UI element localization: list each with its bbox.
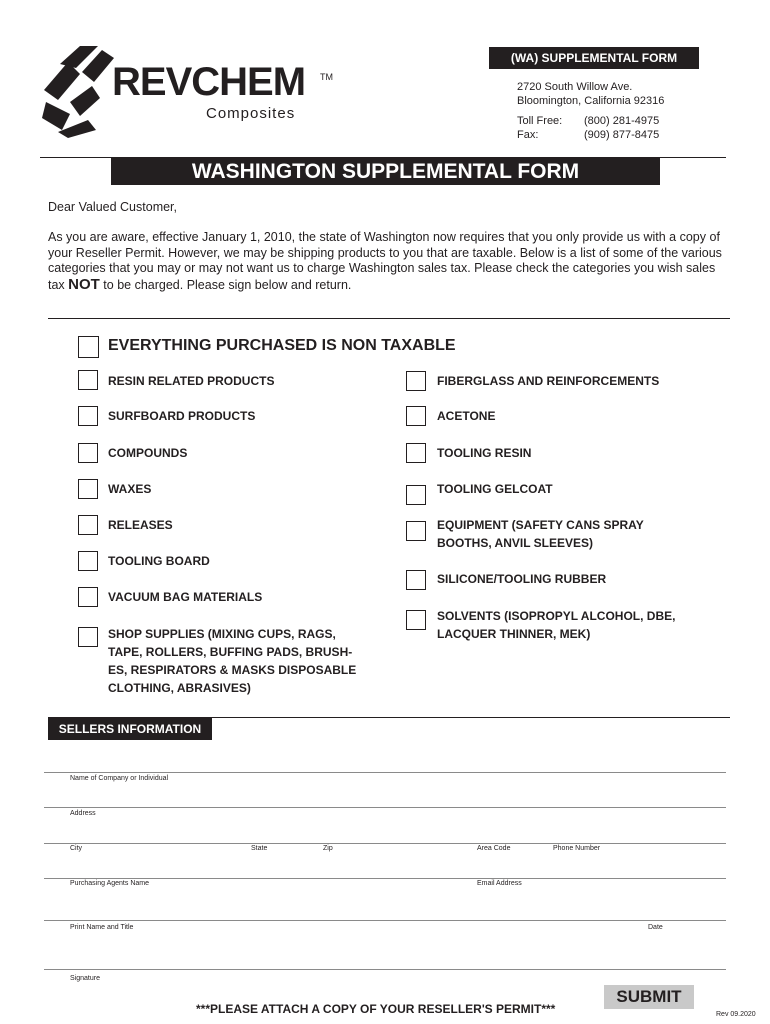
city-line (44, 843, 726, 844)
label-resin-related: RESIN RELATED PRODUCTS (108, 374, 275, 388)
company-name-line (44, 772, 726, 773)
categories-divider (48, 318, 730, 319)
checkbox-fiberglass[interactable] (406, 371, 426, 391)
checkbox-everything-non-taxable[interactable] (78, 336, 99, 358)
checkbox-vacuum-bag[interactable] (78, 587, 98, 607)
label-shop-supplies (108, 625, 356, 697)
checkbox-tooling-board[interactable] (78, 551, 98, 571)
phone-label: Phone Number (553, 845, 601, 852)
revision-label: Rev 09.2020 (716, 1011, 756, 1018)
address-line-1: 2720 South Willow Ave. (517, 81, 633, 93)
company-name-label: Name of Company or Individual (70, 775, 169, 782)
checkbox-surfboard-products[interactable] (78, 406, 98, 426)
zip-label: Zip (323, 845, 333, 852)
label-vacuum-bag: VACUUM BAG MATERIALS (108, 590, 263, 604)
form-tag: (WA) SUPPLEMENTAL FORM (489, 47, 699, 69)
address-input[interactable] (60, 784, 724, 808)
address-label: Address (70, 810, 96, 817)
letter-greeting: Dear Valued Customer, (48, 200, 177, 214)
letter-body (48, 230, 728, 293)
label-silicone-rubber: SILICONE/TOOLING RUBBER (437, 572, 607, 586)
label-acetone: ACETONE (437, 409, 496, 423)
logo-subtitle: Composites (206, 105, 296, 122)
checkbox-compounds[interactable] (78, 443, 98, 463)
checkbox-tooling-resin[interactable] (406, 443, 426, 463)
company-address (517, 80, 664, 108)
label-tooling-gelcoat: TOOLING GELCOAT (437, 482, 553, 496)
address-continued-input[interactable] (60, 819, 724, 843)
label-equipment-line-1: EQUIPMENT (SAFETY CANS SPRAY (437, 518, 644, 532)
letter-body-end: to be charged. Please sign below and return. (99, 277, 352, 292)
signature-label: Signature (70, 975, 100, 982)
label-solvents-line-1: SOLVENTS (ISOPROPYL ALCOHOL, DBE, (437, 609, 676, 623)
logo-name: REVCHEM (112, 60, 306, 104)
fax-number: (909) 877-8475 (584, 129, 660, 141)
label-releases: RELEASES (108, 518, 173, 532)
letter-body-text: As you are aware, effective January 1, 2010, the state of Washington now requires that you only provide us with a copy of your Reseller Permit. However, we may be shipping products to you that are taxable. Below is a list of some of the various categories that you may or may not want us to charge Washington sales tax. Please check the categories you wish sales tax (48, 230, 722, 292)
label-shop-supplies-line-2: TAPE, ROLLERS, BUFFING PADS, BRUSH- (108, 645, 353, 659)
attach-permit-note: ***PLEASE ATTACH A COPY OF YOUR RESELLER'S PERMIT*** (196, 1002, 556, 1016)
label-shop-supplies-line-1: SHOP SUPPLIES (MIXING CUPS, RAGS, (108, 627, 336, 641)
label-solvents (437, 607, 675, 643)
label-shop-supplies-line-3: ES, RESPIRATORS & MASKS DISPOSABLE (108, 663, 357, 677)
print-name-label: Print Name and Title (70, 924, 134, 931)
checkbox-resin-related[interactable] (78, 370, 98, 390)
contact-info (517, 114, 659, 142)
label-everything-non-taxable: EVERYTHING PURCHASED IS NON TAXABLE (108, 337, 456, 354)
agent-email-input[interactable] (60, 895, 724, 919)
agent-label: Purchasing Agents Name (70, 880, 149, 887)
submit-button[interactable]: SUBMIT (604, 985, 694, 1009)
logo-trademark: TM (320, 72, 333, 82)
checkbox-equipment[interactable] (406, 521, 426, 541)
checkbox-acetone[interactable] (406, 406, 426, 426)
letter-body-emphasis: NOT (68, 275, 100, 293)
label-surfboard-products: SURFBOARD PRODUCTS (108, 409, 256, 423)
label-equipment-line-2: BOOTHS, ANVIL SLEEVES) (437, 536, 594, 550)
fax-label: Fax: (517, 129, 539, 141)
label-shop-supplies-line-4: CLOTHING, ABRASIVES) (108, 681, 251, 695)
date-label: Date (648, 924, 663, 931)
label-solvents-line-2: LACQUER THINNER, MEK) (437, 627, 591, 641)
label-tooling-board: TOOLING BOARD (108, 554, 210, 568)
label-waxes: WAXES (108, 482, 152, 496)
city-state-zip-phone-input[interactable] (60, 854, 724, 878)
sellers-heading: SELLERS INFORMATION (48, 718, 212, 740)
toll-free-number: (800) 281-4975 (584, 115, 660, 127)
email-label: Email Address (477, 880, 522, 887)
city-label: City (70, 845, 83, 852)
address-line-2: Bloomington, California 92316 (517, 95, 665, 107)
agent-line (44, 878, 726, 879)
area-code-label: Area Code (477, 845, 511, 852)
toll-free-label: Toll Free: (517, 115, 563, 127)
checkbox-waxes[interactable] (78, 479, 98, 499)
signature-line (44, 969, 726, 970)
label-equipment (437, 516, 644, 552)
label-compounds: COMPOUNDS (108, 446, 188, 460)
print-name-line (44, 920, 726, 921)
company-name-input[interactable] (60, 748, 724, 772)
checkbox-tooling-gelcoat[interactable] (406, 485, 426, 505)
address-line (44, 807, 726, 808)
state-label: State (251, 845, 268, 852)
checkbox-shop-supplies[interactable] (78, 627, 98, 647)
checkbox-releases[interactable] (78, 515, 98, 535)
checkbox-silicone-rubber[interactable] (406, 570, 426, 590)
label-fiberglass: FIBERGLASS AND REINFORCEMENTS (437, 374, 660, 388)
label-tooling-resin: TOOLING RESIN (437, 446, 532, 460)
checkbox-solvents[interactable] (406, 610, 426, 630)
page-title: WASHINGTON SUPPLEMENTAL FORM (111, 158, 660, 185)
print-name-date-input[interactable] (60, 944, 724, 968)
